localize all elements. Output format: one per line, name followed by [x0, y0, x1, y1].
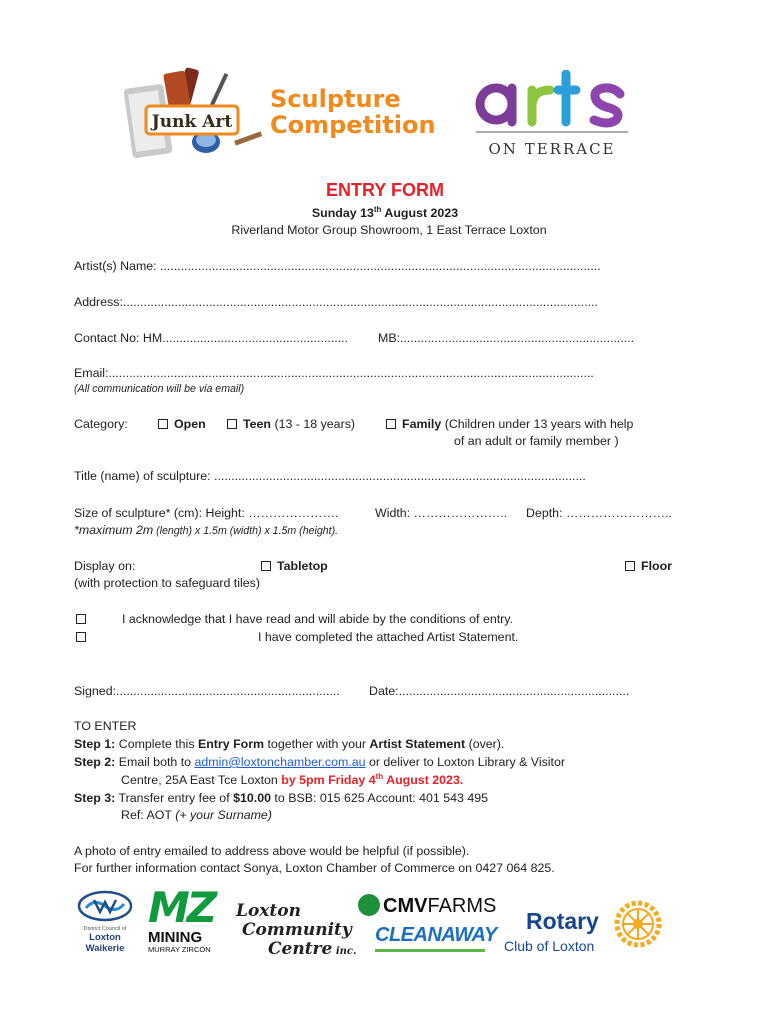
display-tabletop[interactable]: [261, 559, 328, 573]
date-sup: th: [373, 204, 382, 214]
farms-text: FARMS: [427, 895, 497, 917]
to-enter-heading: TO ENTER: [74, 719, 137, 733]
step1-b: Entry Form: [197, 737, 265, 751]
contact-hm-field[interactable]: Contact No: HM......................................................: [74, 331, 349, 345]
council-line3: Waikerie: [85, 943, 125, 954]
entry-fee: $10.00: [233, 791, 271, 805]
district-council-logo: [74, 890, 136, 960]
event-venue: Riverland Motor Group Showroom, 1 East Terrace Loxton: [231, 223, 547, 237]
open-checkbox[interactable]: [158, 419, 168, 429]
step-2-cont: [121, 773, 463, 787]
arts-word: arts: [474, 70, 476, 71]
lcc-line1: Loxton: [236, 901, 301, 921]
step-2: [74, 755, 565, 769]
step2-a: Email both to: [115, 755, 195, 769]
event-date: [0, 206, 770, 220]
deadline-b: August 2023.: [383, 773, 464, 787]
cmv-text: CMV: [383, 895, 428, 917]
email-note: (All communication will be via email): [74, 383, 245, 395]
date-rest: August 2023: [381, 206, 459, 220]
sculpture-line: Sculpture: [270, 85, 401, 113]
step3-b: to BSB: 015 625 Account: 401 543 495: [270, 791, 488, 805]
ref-label: Ref: AOT: [121, 808, 176, 822]
teen-checkbox[interactable]: [227, 419, 237, 429]
council-line2: Loxton: [89, 932, 121, 943]
max-rest: (length) x 1.5m (width) x 1.5m (height).: [153, 525, 339, 537]
category-label: Category:: [74, 417, 128, 431]
conditions-checkbox[interactable]: [76, 614, 86, 624]
council-line1: District Council of: [83, 926, 127, 932]
step3-label: Step 3:: [74, 791, 116, 805]
category-teen[interactable]: [227, 417, 355, 431]
category-family[interactable]: [386, 417, 633, 431]
arts-on-terrace-logo: [474, 70, 632, 162]
date-field[interactable]: Date:...................................................................: [369, 684, 630, 698]
statement-checkbox[interactable]: [76, 632, 86, 642]
display-floor[interactable]: [625, 559, 672, 573]
display-note: (with protection to safeguard tiles): [74, 576, 260, 590]
cleanaway-text: CLEANAWAY: [375, 924, 497, 946]
lcc-line2: Community: [242, 920, 352, 940]
loxton-community-centre-logo: [236, 902, 356, 961]
junk-art-text: Junk Art: [151, 112, 233, 132]
ref-italic: (+ your Surname): [175, 808, 272, 822]
max-size-note: [74, 523, 338, 537]
family-note: (Children under 13 years with help: [441, 417, 634, 431]
floor-label: Floor: [641, 559, 672, 573]
mining-text: MINING: [148, 929, 203, 946]
signed-field[interactable]: Signed:.................................................................: [74, 684, 340, 698]
conditions-text: I acknowledge that I have read and will abide by the conditions of entry.: [122, 612, 514, 626]
artist-name-field[interactable]: Artist(s) Name: ................................................................................................................................: [74, 259, 601, 273]
teen-label: Teen: [243, 417, 271, 431]
statement-text: I have completed the attached Artist Statement.: [258, 630, 519, 644]
email-link[interactable]: admin@loxtonchamber.com.au: [194, 755, 366, 769]
competition-line: Competition: [270, 111, 436, 139]
council-emblem-icon: [74, 890, 136, 922]
cleanaway-underline: [375, 949, 485, 952]
size-height-field[interactable]: Size of sculpture* (cm): Height: ………………….: [74, 506, 339, 520]
murray-zircon-text: MURRAY ZIRCON: [148, 945, 211, 954]
display-label: Display on:: [74, 559, 136, 573]
size-depth-field[interactable]: Depth: ……………………..: [526, 506, 672, 520]
cmv-leaf-icon: [358, 894, 380, 916]
rotary-text: Rotary: [526, 908, 599, 934]
step2-c: Centre, 25A East Tce Loxton: [121, 773, 282, 787]
cmv-farms-logo: [358, 894, 496, 920]
step1-c: together with your: [264, 737, 370, 751]
rotary-logo: [504, 908, 664, 958]
tabletop-checkbox[interactable]: [261, 561, 271, 571]
family-label: Family: [402, 417, 442, 431]
mz-mining-logo: [148, 883, 234, 958]
rotary-wheel-icon: [614, 900, 662, 948]
sculpture-competition-title: [270, 86, 436, 138]
family-note-line2: of an adult or family member ): [454, 434, 619, 448]
step1-label: Step 1:: [74, 737, 116, 751]
contact-note: For further information contact Sonya, Loxton Chamber of Commerce on 0427 064 825.: [74, 861, 555, 875]
max-strong: *maximum 2m: [74, 523, 154, 537]
step-3: [74, 791, 488, 805]
step-3-ref: [121, 808, 272, 822]
on-terrace-text: ON TERRACE: [488, 140, 616, 158]
email-field[interactable]: Email:.............................................................................................................................................: [74, 366, 594, 380]
date-day: Sunday 13: [311, 206, 374, 220]
cleanaway-logo: [375, 924, 497, 952]
teen-note: (13 - 18 years): [271, 417, 356, 431]
category-open[interactable]: [158, 417, 206, 431]
rotary-sub: Club of Loxton: [504, 938, 595, 954]
open-label: Open: [174, 417, 206, 431]
step1-a: Complete this: [115, 737, 198, 751]
form-title: ENTRY FORM: [325, 180, 444, 200]
step3-a: Transfer entry fee of: [115, 791, 234, 805]
mz-text: MZ: [148, 883, 215, 932]
lcc-inc: inc.: [332, 946, 357, 957]
step2-b: or deliver to Loxton Library & Visitor: [365, 755, 566, 769]
address-field[interactable]: Address:..........................................................................................................................................: [74, 295, 598, 309]
contact-mb-field[interactable]: MB:....................................................................: [378, 331, 635, 345]
lcc-line3: [236, 940, 356, 961]
lcc-centre: Centre: [268, 939, 333, 959]
deadline-sup: th: [375, 771, 384, 781]
deadline-a: by 5pm Friday 4: [281, 773, 376, 787]
family-checkbox[interactable]: [386, 419, 396, 429]
sculpture-title-field[interactable]: Title (name) of sculpture: ............................................................................................................: [74, 469, 586, 483]
photo-note: A photo of entry emailed to address above would be helpful (if possible).: [74, 844, 470, 858]
size-width-field[interactable]: Width: …………………..: [375, 506, 508, 520]
step1-e: (over).: [465, 737, 505, 751]
junk-art-logo: [124, 66, 266, 166]
step2-label: Step 2:: [74, 755, 116, 769]
tabletop-label: Tabletop: [277, 559, 328, 573]
step-1: [74, 737, 504, 751]
step1-d: Artist Statement: [369, 737, 466, 751]
floor-checkbox[interactable]: [625, 561, 635, 571]
